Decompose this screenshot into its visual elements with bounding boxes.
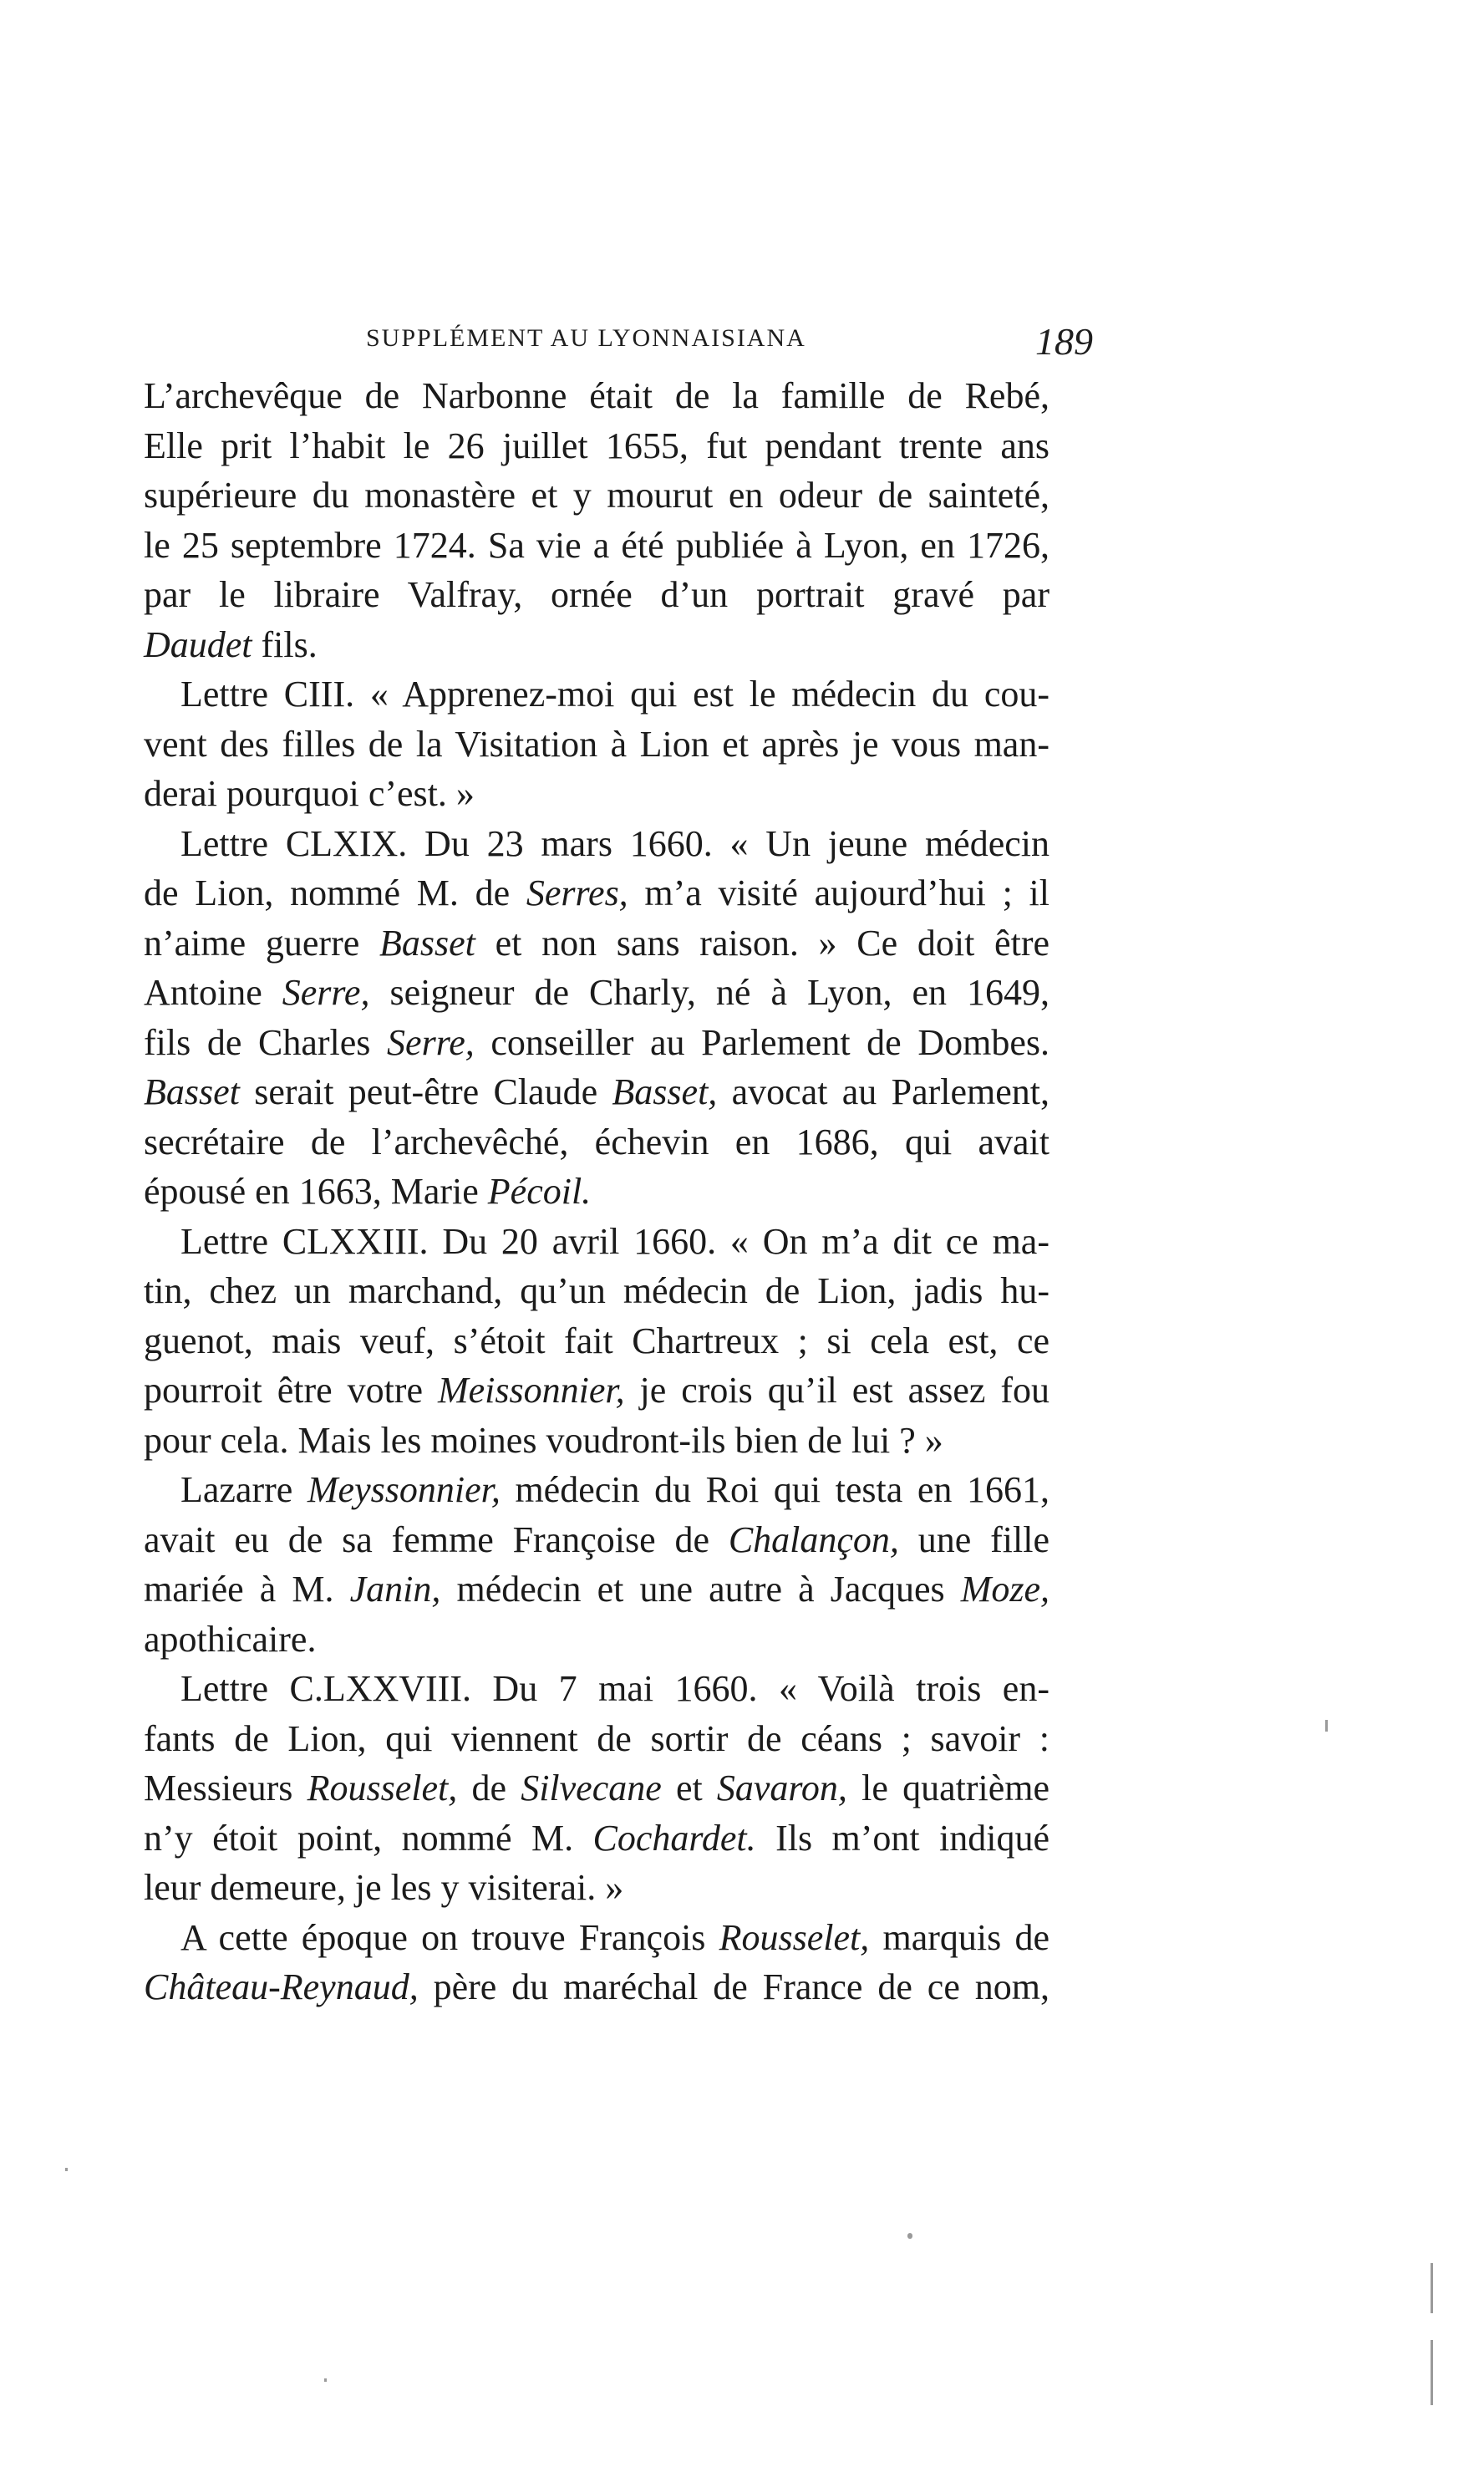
text-line <box>144 1564 1049 1615</box>
italic-name: Savaron, <box>716 1768 847 1808</box>
line-text: Ils m’ont indiqué <box>755 1817 1049 1859</box>
line-text: pourroit être votre <box>144 1370 438 1411</box>
italic-name: Rousselet, <box>307 1768 458 1808</box>
text-line <box>144 1913 1049 1963</box>
italic-name: Basset <box>144 1071 240 1112</box>
line-text: Lettre CIII. « Apprenez-moi qui est le médecin du cou- <box>180 674 1049 715</box>
line-text: apothicaire. <box>144 1618 317 1660</box>
line-text: fils de Charles <box>144 1021 388 1063</box>
text-line <box>144 570 1049 620</box>
line-text: le quatrième <box>846 1768 1049 1808</box>
text-line <box>144 1515 1049 1565</box>
paragraph <box>144 1913 1049 2012</box>
line-text: fils. <box>252 623 318 665</box>
text-line <box>144 1316 1049 1366</box>
line-text: guenot, mais veuf, s’étoit fait Chartreux ; si cela est, ce <box>144 1320 1049 1361</box>
italic-name: Serre, <box>387 1021 475 1063</box>
line-text: et <box>661 1768 717 1808</box>
text-line <box>144 1813 1049 1864</box>
line-text: Elle prit l’habit le 26 juillet 1655, fut pendant trente ans <box>144 425 1049 466</box>
line-text: médecin et une autre à Jacques <box>440 1569 961 1610</box>
text-line <box>144 521 1049 571</box>
italic-name: Serre, <box>282 972 370 1013</box>
italic-name: Silvecane <box>521 1768 662 1808</box>
paragraph <box>144 1465 1049 1664</box>
text-line <box>144 421 1049 471</box>
line-text: je crois qu’il est assez fou <box>624 1370 1049 1411</box>
running-head: SUPPLÉMENT AU LYONNAISIANA <box>366 324 806 352</box>
line-text: épousé en 1663, Marie <box>144 1171 488 1212</box>
text-line <box>144 1217 1049 1267</box>
italic-name: Daudet <box>144 623 252 665</box>
text-line <box>144 769 1049 819</box>
line-text: seigneur de Charly, né à Lyon, en 1649, <box>369 972 1049 1013</box>
text-line <box>144 1962 1049 2012</box>
line-text: n’aime guerre <box>144 922 379 964</box>
italic-name: Basset <box>379 922 475 964</box>
line-text: une fille <box>898 1518 1049 1560</box>
italic-name: Cochardet. <box>592 1817 756 1859</box>
scan-speck <box>65 2168 68 2171</box>
line-text: leur demeure, je les y visiterai. » <box>144 1867 624 1908</box>
line-text: Lettre C.LXXVIII. Du 7 mai 1660. « Voilà trois en- <box>180 1668 1049 1709</box>
line-text: de Lion, nommé M. de <box>144 872 526 913</box>
line-text: Lazarre <box>180 1469 307 1510</box>
italic-name: Meyssonnier, <box>307 1469 501 1510</box>
paragraph <box>144 819 1049 1217</box>
italic-name: Basset, <box>612 1071 718 1112</box>
paragraph <box>144 371 1049 669</box>
line-text: Lettre CLXXIII. Du 20 avril 1660. « On m’a dit ce ma- <box>180 1220 1049 1262</box>
page-header <box>132 319 1093 378</box>
text-line <box>144 1117 1049 1167</box>
text-line <box>144 918 1049 969</box>
line-text: secrétaire de l’archevêché, échevin en 1686, qui avait <box>144 1121 1049 1162</box>
line-text: derai pourquoi c’est. » <box>144 773 475 814</box>
text-line <box>144 1714 1049 1764</box>
line-text: avait eu de sa femme Françoise de <box>144 1518 729 1560</box>
body-text <box>144 371 1049 2012</box>
text-line <box>144 1465 1049 1515</box>
line-text: marquis de <box>869 1916 1049 1958</box>
line-text: vent des filles de la Visitation à Lion et après je vous man- <box>144 723 1049 765</box>
text-line <box>144 1763 1049 1813</box>
text-line <box>144 1018 1049 1068</box>
text-line <box>144 1266 1049 1316</box>
line-text: médecin du Roi qui testa en 1661, <box>500 1469 1049 1510</box>
line-text: m’a visité aujourd’hui ; il <box>628 872 1049 913</box>
line-text: Lettre CLXIX. Du 23 mars 1660. « Un jeune médecin <box>180 822 1049 864</box>
line-text: n’y étoit point, nommé M. <box>144 1817 593 1859</box>
paragraph <box>144 669 1049 819</box>
text-line <box>144 868 1049 918</box>
italic-name: Meissonnier, <box>437 1370 625 1411</box>
text-line <box>144 1863 1049 1913</box>
line-text: conseiller au Parlement de Dombes. <box>474 1021 1049 1063</box>
line-text: de <box>457 1768 521 1808</box>
scan-speck <box>1325 1720 1328 1732</box>
scan-speck <box>324 2378 327 2382</box>
text-line <box>144 968 1049 1018</box>
text-line <box>144 1167 1049 1217</box>
line-text: avocat au Parlement, <box>717 1071 1049 1112</box>
text-line <box>144 620 1049 670</box>
line-text: supérieure du monastère et y mourut en odeur de sainteté, <box>144 475 1049 516</box>
text-line <box>144 471 1049 521</box>
scan-speck <box>907 2233 912 2239</box>
text-line <box>144 720 1049 770</box>
line-text: par le libraire Valfray, ornée d’un portrait gravé par <box>144 574 1049 615</box>
line-text: mariée à M. <box>144 1569 350 1610</box>
text-line <box>144 1615 1049 1665</box>
line-text: et non sans raison. » Ce doit être <box>475 922 1049 964</box>
line-text: fants de Lion, qui viennent de sortir de céans ; savoir : <box>144 1717 1049 1759</box>
text-line <box>144 819 1049 869</box>
paragraph <box>144 1217 1049 1466</box>
italic-name: Pécoil. <box>487 1171 592 1212</box>
line-text: serait peut-être Claude <box>239 1071 612 1112</box>
line-text: le 25 septembre 1724. Sa vie a été publiée à Lyon, en 1726, <box>144 524 1049 566</box>
line-text: A cette époque on trouve François <box>180 1916 719 1958</box>
page-number: 189 <box>1035 320 1093 363</box>
line-text: Messieurs <box>144 1768 307 1808</box>
italic-name: Chalançon, <box>728 1518 899 1560</box>
line-text: L’archevêque de Narbonne était de la famille de Rebé, <box>144 375 1049 416</box>
italic-name: Rousselet, <box>719 1916 870 1958</box>
text-line <box>144 1366 1049 1416</box>
paragraph <box>144 1664 1049 1913</box>
line-text: tin, chez un marchand, qu’un médecin de Lion, jadis hu- <box>144 1270 1049 1311</box>
scan-mark <box>1431 2340 1433 2405</box>
text-line <box>144 1664 1049 1714</box>
line-text: Antoine <box>144 972 282 1013</box>
text-line <box>144 1067 1049 1117</box>
text-line <box>144 669 1049 720</box>
italic-name: Serres, <box>526 872 628 913</box>
scan-mark <box>1431 2263 1433 2313</box>
text-line <box>144 1416 1049 1466</box>
line-text: père du maréchal de France de ce nom, <box>418 1966 1049 2007</box>
italic-name: Moze, <box>960 1569 1050 1610</box>
line-text: pour cela. Mais les moines voudront-ils bien de lui ? » <box>144 1419 943 1461</box>
italic-name: Château-Reynaud, <box>144 1966 419 2007</box>
italic-name: Janin, <box>349 1569 441 1610</box>
text-line <box>144 371 1049 421</box>
